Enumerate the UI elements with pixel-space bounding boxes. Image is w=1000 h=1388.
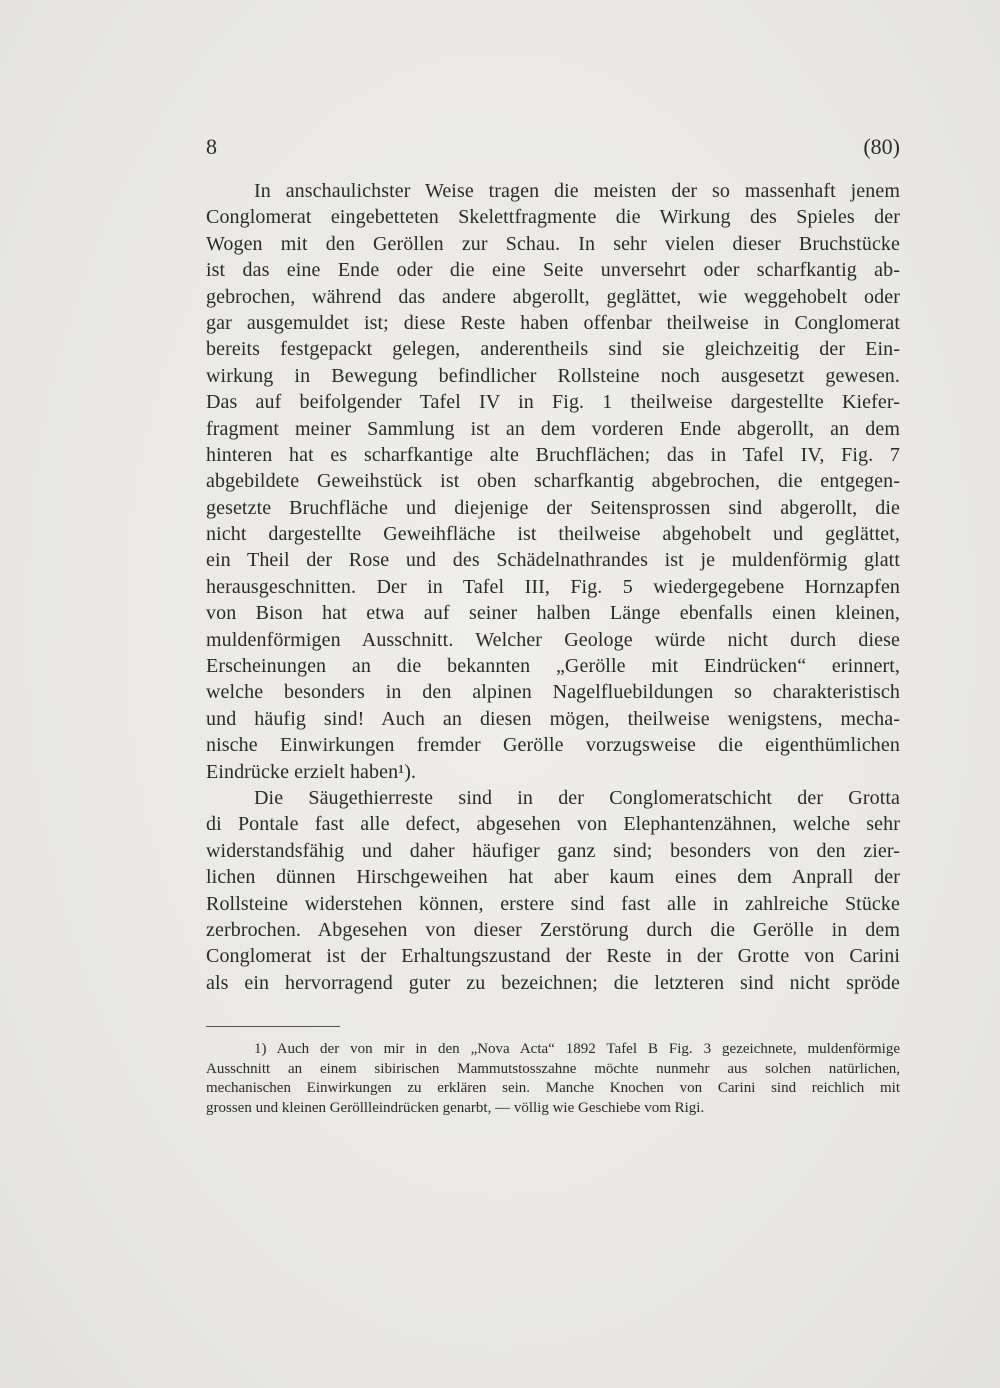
original-page-number: (80) xyxy=(863,134,900,159)
footnote-line: 1) Auch der von mir in den „Nova Acta“ 1892 Tafel B Fig. 3 gezeichnete, muldenförmige xyxy=(254,1041,900,1057)
text-line: abgebildete Geweihstück ist oben scharfkantig abgebrochen, die entgegen- xyxy=(206,470,900,493)
footnote-line: mechanischen Einwirkungen zu erklären sein. Manche Knochen von Carini sind reichlich mit xyxy=(206,1080,900,1096)
text-line: Erscheinungen an die bekannten „Gerölle mit Eindrücken“ erinnert, xyxy=(206,655,900,678)
text-line: herausgeschnitten. Der in Tafel III, Fig. 5 wiedergegebene Hornzapfen xyxy=(206,575,900,598)
text-line: Conglomerat eingebetteten Skelettfragmente die Wirkung des Spieles der xyxy=(206,206,900,229)
text-line: von Bison hat etwa auf seiner halben Länge ebenfalls einen kleinen, xyxy=(206,602,900,625)
text-line: wirkung in Bewegung befindlicher Rollsteine noch ausgesetzt gewesen. xyxy=(206,364,900,387)
page-number: 8 xyxy=(206,134,217,159)
text-line: muldenförmigen Ausschnitt. Welcher Geologe würde nicht durch diese xyxy=(206,628,900,651)
text-line: Rollsteine widerstehen können, erstere sind fast alle in zahlreiche Stücke xyxy=(206,892,900,915)
text-line: gesetzte Bruchfläche und diejenige der Seitensprossen sind abgerollt, die xyxy=(206,496,900,519)
text-line: Die Säugethierreste sind in der Conglomeratschicht der Grotta xyxy=(254,786,900,809)
text-line: In anschaulichster Weise tragen die meisten der so massenhaft jenem xyxy=(254,180,900,202)
text-line: fragment meiner Sammlung ist an dem vorderen Ende abgerollt, an dem xyxy=(206,417,900,440)
text-line: zerbrochen. Abgesehen von dieser Zerstörung durch die Gerölle in dem xyxy=(206,918,900,941)
text-line: ist das eine Ende oder die eine Seite unversehrt oder scharfkantig ab- xyxy=(206,259,900,282)
paragraph-1 xyxy=(206,178,900,785)
text-line: lichen dünnen Hirschgeweihen hat aber kaum eines dem Anprall der xyxy=(206,866,900,889)
text-line: Conglomerat ist der Erhaltungszustand der Reste in der Grotte von Carini xyxy=(206,945,900,968)
text-line: ein Theil der Rose und des Schädelnathrandes ist je muldenförmig glatt xyxy=(206,549,900,572)
page-header xyxy=(206,134,900,162)
text-line: gebrochen, während das andere abgerollt, geglättet, wie weggehobelt oder xyxy=(206,285,900,308)
paragraph-2 xyxy=(206,785,900,996)
text-line: Das auf beifolgender Tafel IV in Fig. 1 theilweise dargestellte Kiefer- xyxy=(206,391,900,414)
text-line: bereits festgepackt gelegen, anderentheils sind sie gleichzeitig der Ein- xyxy=(206,338,900,361)
text-line: gar ausgemuldet ist; diese Reste haben offenbar theilweise in Conglomerat xyxy=(206,311,900,334)
text-line: als ein hervorragend guter zu bezeichnen; die letzteren sind nicht spröde xyxy=(206,971,900,994)
footnote-divider xyxy=(206,1026,340,1027)
footnote-line: Ausschnitt an einem sibirischen Mammutstosszahne möchte nunmehr aus solchen natürlichen, xyxy=(206,1060,900,1077)
text-line: und häufig sind! Auch an diesen mögen, theilweise wenigstens, mecha- xyxy=(206,707,900,730)
body-text xyxy=(206,178,900,996)
text-line: Eindrücke erzielt haben¹). xyxy=(206,760,417,783)
text-line: widerstandsfähig und daher häufiger ganz sind; besonders von den zier- xyxy=(206,839,900,862)
text-line: hinteren hat es scharfkantige alte Bruchflächen; das in Tafel IV, Fig. 7 xyxy=(206,443,900,466)
text-line: nische Einwirkungen fremder Gerölle vorzugsweise die eigenthümlichen xyxy=(206,734,900,757)
text-line: nicht dargestellte Geweihfläche ist theilweise abgehobelt und geglättet, xyxy=(206,523,900,546)
footnote xyxy=(206,1040,900,1118)
footnote-line: grossen und kleinen Geröllleindrücken genarbt, — völlig wie Geschiebe vom Rigi. xyxy=(206,1099,705,1116)
text-line: welche besonders in den alpinen Nagelfluebildungen so charakteristisch xyxy=(206,681,900,704)
text-line: Wogen mit den Geröllen zur Schau. In sehr vielen dieser Bruchstücke xyxy=(206,232,900,255)
text-line: di Pontale fast alle defect, abgesehen von Elephantenzähnen, welche sehr xyxy=(206,813,900,836)
